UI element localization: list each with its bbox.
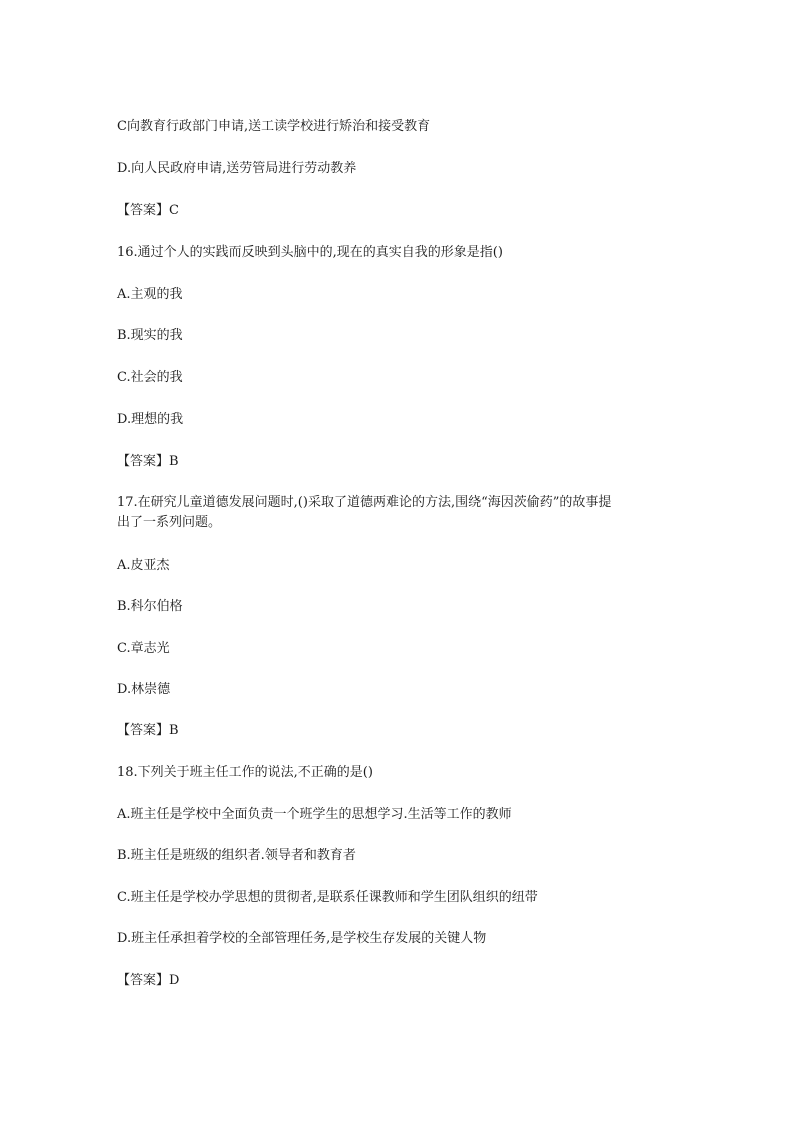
answer-q15: 【答案】C	[117, 203, 179, 218]
option-d-q17: D.林崇德	[117, 682, 171, 697]
option-a-q18: A.班主任是学校中全面负责一个班学生的思想学习.生活等工作的教师	[117, 807, 512, 822]
question-18: 18.下列关于班主任工作的说法,不正确的是()	[117, 765, 373, 780]
option-b-q16: B.现实的我	[117, 328, 183, 343]
option-c-q18: C.班主任是学校办学思想的贯彻者,是联系任课教师和学生团队组织的纽带	[117, 890, 538, 905]
option-d-q15: D.向人民政府申请,送劳管局进行劳动教养	[117, 161, 357, 176]
option-c-q17: C.章志光	[117, 641, 170, 656]
option-c-q16: C.社会的我	[117, 370, 183, 385]
option-a-q16: A.主观的我	[117, 287, 183, 302]
answer-q16: 【答案】B	[117, 454, 179, 469]
option-a-q17: A.皮亚杰	[117, 558, 170, 573]
question-17-line-2: 出了一系列问题。	[117, 515, 222, 530]
option-d-q18: D.班主任承担着学校的全部管理任务,是学校生存发展的关键人物	[117, 931, 487, 946]
question-17-line-1: 17.在研究儿童道德发展问题时,()采取了道德两难论的方法,围绕“海因茨偷药”的故事提	[117, 495, 612, 510]
question-16: 16.通过个人的实践而反映到头脑中的,现在的真实自我的形象是指()	[117, 245, 503, 260]
option-c-q15: C向教育行政部门申请,送工读学校进行矫治和接受教育	[117, 119, 431, 134]
answer-q18: 【答案】D	[117, 973, 180, 988]
option-b-q18: B.班主任是班级的组织者.领导者和教育者	[117, 848, 356, 863]
option-d-q16: D.理想的我	[117, 412, 184, 427]
option-b-q17: B.科尔伯格	[117, 599, 183, 614]
answer-q17: 【答案】B	[117, 723, 179, 738]
